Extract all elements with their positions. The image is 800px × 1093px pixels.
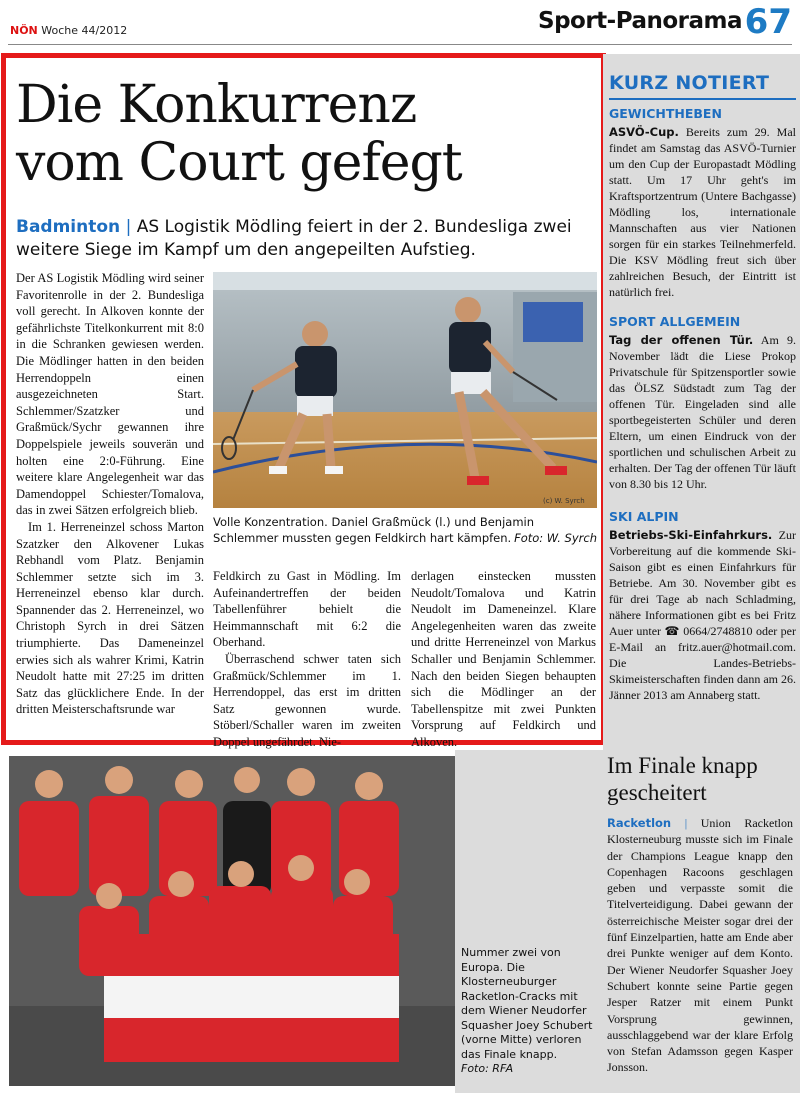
section-heading: SPORT ALLGEMEIN (609, 314, 741, 329)
subhead-text: AS Logistik Mödling feiert in der 2. Bundesliga zwei weitere Siege im Kampf um den angepeilten Aufstieg. (16, 217, 572, 260)
header-divider (8, 44, 792, 45)
article-text: Union Racketlon Klosterneuburg musste sich im Finale der Champions League knapp den Copenhagen Racoons geschlagen geben und verpasste somit die Titelverteidigung. Dabei gewann der österreichische Meister sogar drei der fünf Einzelpartien, hatte am Ende aber drei Punkte weniger auf dem Konto. Der Wiener Neudorfer Squasher Joey Schubert konnte seine Partie gegen Jesper Ratzer mit einem Punkt Vorsprung gewinnen, ausschlaggebend war der klare Erfolg von Stefan Adamsson gegen Kasper Jonsson. (607, 816, 793, 1075)
sidebar-title-rule (609, 98, 796, 100)
team-photo-caption (461, 946, 596, 1077)
section-title: Sport-Panorama (538, 8, 742, 34)
section-body: Bereits zum 29. Mal findet am Samstag das ASVÖ-Turnier um den Cup der Europastadt Mödling statt. Um 17 Uhr geht's im Kraftsportzentrum (Untere Bachgasse) Mödling los, internationale Mannschaften aus vier Nationen sorgen für ein starkes Teilnehmerfeld. Die KSV Mödling freut sich über zahlreichen Besuch, der Eintritt ist natürlich frei. (609, 125, 796, 299)
sidebar-section-sport-allgemein (609, 314, 796, 492)
page-header (0, 0, 800, 46)
section-lead: Tag der offenen Tür. (609, 333, 754, 347)
caption-text: Volle Konzentration. Daniel Graßmück (l.) und Benjamin Schlemmer mussten gegen Feldkirch hart kämpfen. (213, 515, 535, 545)
caption-credit: Foto: RFA (461, 1062, 514, 1075)
article-column-3 (411, 568, 596, 751)
paragraph: Feldkirch zu Gast in Mödling. Im Aufeinandertreffen der beiden Tabellenführer behielt die Heimmannschaft mit 6:2 die Oberhand. (213, 569, 401, 650)
brand-logo: NÖN (10, 24, 38, 37)
team-illustration (9, 756, 455, 1086)
article-column-2 (213, 568, 401, 751)
section-heading: GEWICHTHEBEN (609, 106, 722, 121)
main-article (1, 53, 606, 749)
subheadline (16, 216, 601, 262)
article-column-1 (16, 270, 204, 718)
section-text (609, 124, 796, 300)
sidebar-section-gewichtheben (609, 106, 796, 300)
paragraph: derlagen einstecken mussten Neudolt/Tomalova und Katrin Neudolt im Dameneinzel. Klare Angelegenheiten waren das zweite und dritte Herreneinzel von Markus Schaller und Benjamin Schlemmer. Nach den beiden Siegen behaupten sich die Mödlinger an der Tabellenspitze mit zwei Punkten Vorsprung auf Feldkirch und Alkoven. (411, 569, 596, 749)
paragraph: Überraschend schwer taten sich Graßmück/Schlemmer im 1. Herrendoppel, das erst im dritten Satz gewonnen wurde. Stöberl/Schaller waren im zweiten Doppel ungefährdet. Nie- (213, 651, 401, 749)
section-text (609, 527, 796, 703)
section-text (609, 332, 796, 492)
issue-label: Woche 44/2012 (41, 24, 128, 37)
sidebar-kurz-notiert (603, 54, 800, 750)
team-photo (9, 756, 455, 1086)
headline (16, 76, 596, 192)
kicker-separator: | (684, 816, 688, 830)
section-body: Am 9. November lädt die Liese Prokop Privatschule für Spitzensportler sowie das ÖLSZ Südstadt zum Tag der offenen Tür. Eingeladen sind alle sportbegeisterten Schüler und deren Eltern, um einen Eindruck von der sportlichen und schulischen Arbeit zu erhalten. Der Tag der offenen Tür läuft von 8.30 bis 12 Uhr. (609, 333, 796, 491)
racketlon-headline: Im Finale knapp gescheitert (607, 753, 758, 805)
page-number: 67 (744, 2, 792, 42)
kicker-separator: | (125, 217, 132, 237)
kicker: Badminton (16, 217, 121, 237)
photo-credit: (c) W. Syrch (543, 497, 585, 505)
headline-line-1: Die Konkurrenz (16, 75, 417, 135)
austrian-flag (104, 934, 399, 1062)
sidebar-section-ski-alpin (609, 509, 796, 703)
caption-credit: Foto: W. Syrch (514, 531, 597, 545)
section-lead: Betriebs-Ski-Einfahrkurs. (609, 528, 773, 542)
photo-caption (213, 514, 597, 546)
kicker: Racketlon (607, 816, 672, 830)
section-lead: ASVÖ-Cup. (609, 125, 679, 139)
paragraph: Im 1. Herreneinzel schoss Marton Szatzker den Alkovener Lukas Rebhandl vom Platz. Benjamin Schlemmer setzte sich im 3. Herreneinzel ebenso klar durch. Spannender das 2. Herreneinzel, wo Christoph Syrch in drei Sätzen triumphierte. Das Dameneinzel erwies sich als wahrer Krimi, Katrin Neudolt hatte mit 27:25 im dritten Satz das glücklichere Ende. In der dritten Meisterschaftsrunde war (16, 519, 204, 717)
paragraph: Der AS Logistik Mödling wird seiner Favoritenrolle in der 2. Bundesliga voll gerecht. In Alkoven konnte der gefährlichste Titelkonkurrent mit 8:0 in die Schranken gewiesen werden. Die Mödlinger hatten in den beiden Herrendoppeln einen ausgezeichneten Start. Schlemmer/Szatzker und Graßmück/Sychr gewannen ihre Doppelspiele jeweils souverän und holten eine 2:0-Führung. Eine weitere klare Angelegenheit war das Damendoppel Schiester/Tomalova, das in zwei Sätzen erfolgreich blieb. (16, 271, 204, 518)
badminton-illustration (213, 272, 597, 508)
section-body: Zur Vorbereitung auf die kommende Ski-Saison gibt es einen Einfahrkurs für Betriebe. Am 30. November gibt es für drei Tage ab nach Schladming, nähere Informationen gibt es bei Fritz Auer unter ☎ 0664/2748810 oder per E-Mail an fritz.auer@hotmail.com. Die Landes-Betriebs-Skimeisterschaften finden dann am 26. Jänner 2013 am Annaberg statt. (609, 528, 796, 702)
badminton-photo (213, 272, 597, 508)
racketlon-article (607, 815, 793, 1076)
publication-info (10, 24, 127, 37)
headline-line-2: vom Court gefegt (16, 133, 462, 193)
section-heading: SKI ALPIN (609, 509, 679, 524)
caption-text: Nummer zwei von Europa. Die Klosterneuburger Racketlon-Cracks mit dem Wiener Neudorfer Squasher Joey Schubert (vorne Mitte) verloren das Finale knapp. (461, 946, 593, 1061)
sidebar-title: KURZ NOTIERT (609, 72, 770, 94)
